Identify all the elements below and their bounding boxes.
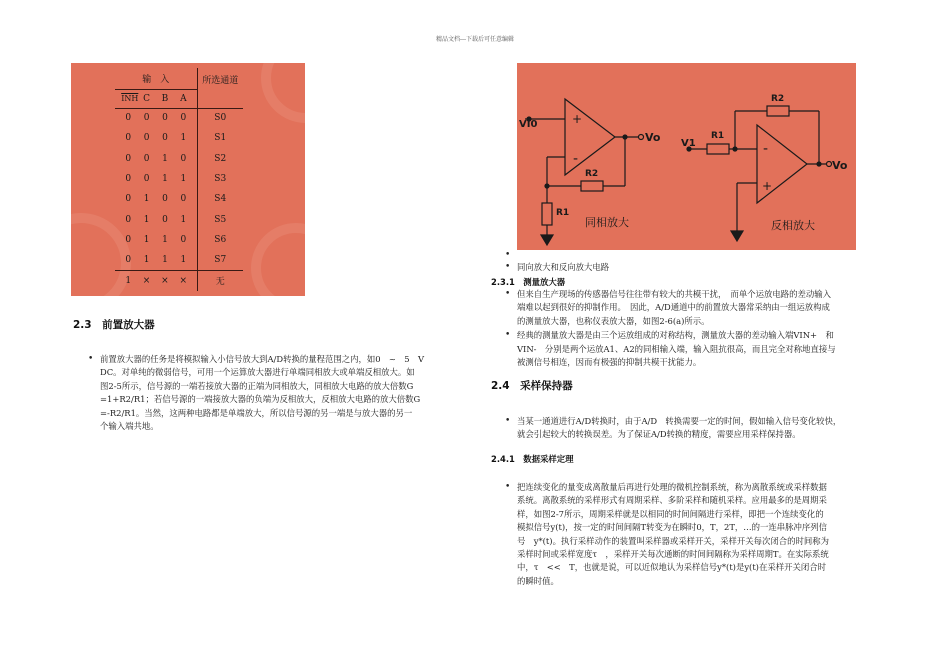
inverting-label: 反相放大 [771, 219, 815, 232]
truth-table-bit-c: 0 [143, 113, 150, 124]
truth-table-row [115, 108, 243, 128]
truth-table-bit-inh: 0 [125, 113, 132, 124]
truth-table-bit-c: 1 [143, 234, 150, 245]
resistor-r2-right [767, 106, 789, 116]
truth-table-bit-inh: 0 [125, 194, 132, 205]
truth-table-bit-inh: 0 [125, 174, 132, 185]
truth-table-bit-c: 1 [143, 254, 150, 265]
ground-symbol [541, 235, 553, 245]
truth-table-a-header: A [180, 93, 187, 104]
truth-table-bit-b: 0 [162, 194, 168, 205]
truth-table-bit-inh: 1 [125, 275, 132, 286]
truth-table-bit-inh: 0 [125, 153, 132, 164]
truth-table-bit-inh: 0 [125, 133, 132, 144]
header-note: 精品文档---下载后可任意编辑 [435, 36, 515, 43]
truth-table-row [115, 250, 243, 270]
section-heading-2-3: 2.3 前置放大器 [73, 319, 155, 331]
svg-text:+: + [572, 112, 583, 126]
truth-table-bit-c: 1 [143, 194, 150, 205]
truth-table-bit-a: 1 [180, 133, 187, 144]
truth-table-bit-b: × [161, 275, 169, 286]
truth-table [115, 68, 243, 291]
truth-table-bit-b: 0 [162, 214, 168, 225]
truth-table-row [115, 189, 243, 209]
decorative-circle [261, 63, 305, 123]
sample-hold-list [505, 415, 885, 442]
measurement-amp-bullet-1: • 但来自生产现场的传感器信号往往带有较大的共模干扰， 而单个运放电路的差动输入 端难以起到很好的抑制作用。 因此，A/D通道中的前置放大器常采纳由一组运放构成 的测量放大器，也称仪表放大器，如图2-6(a)所示。 [517, 289, 832, 326]
truth-table-bit-a: × [179, 275, 188, 286]
truth-table-bit-a: 0 [180, 113, 187, 124]
section-heading-2-4-1: 2.4.1 数据采样定理 [491, 454, 574, 464]
truth-table-channel: S2 [214, 153, 227, 164]
truth-table-bit-c: 1 [143, 214, 150, 225]
truth-table-channel: S0 [214, 113, 227, 124]
sampling-theorem-list [505, 481, 885, 588]
truth-table-row [115, 128, 243, 148]
truth-table-channel: S5 [214, 214, 227, 225]
truth-table-c-header: C [143, 93, 150, 104]
truth-table-row [115, 149, 243, 169]
truth-table-bit-c: 0 [143, 153, 150, 164]
section-heading-2-3-1: 2.3.1 测量放大器 [491, 277, 566, 287]
preamp-paragraph [88, 353, 473, 433]
truth-table-channel: 无 [215, 277, 225, 288]
ground-symbol [731, 231, 743, 241]
truth-table-row [115, 169, 243, 189]
measurement-amp-bullet-2: • 经典的测量放大器是由三个运放组成的对称结构，测量放大器的差动输入端VIN+ 和 VIN- 分别是两个运放A1、A2的同相输入端，输入阻抗很高，而且完全对称地直接与 被测信号相连，因而有极强的抑制共模干扰能力。 [517, 330, 836, 368]
resistor-r1-right [707, 144, 729, 154]
amplifier-circuit-diagram [517, 63, 856, 250]
truth-table-bit-inh: 0 [125, 214, 132, 225]
truth-table-body [115, 108, 243, 291]
svg-text:-: - [763, 141, 769, 157]
preamp-bullet-text: • 前置放大器的任务是将模拟输入小信号放大到A/D转换的量程范围之内，如0 ~ 5 V DC。对单纯的微弱信号，可用一个运算放大器进行单端同相放大或单端反相放大。如 图2-5所示，信号源的一端若接放大器的正端为同相放大，同相放大电路的放大倍数G =1+R2/R1；若信号源的一端接放大器的负端为反相放大，反相放大电路的放大倍数G =-R2/R1。当然，这两种电路都是单端放大，所以信号源的另一端是与放大器的另一 个输入端共地。 [100, 354, 425, 432]
truth-table-channel: S1 [214, 133, 227, 144]
resistor-r2-left [581, 181, 603, 191]
resistor-r1-left [542, 203, 552, 225]
r2-left-label: R2 [585, 169, 599, 179]
figure-caption: • 同向放大和反向放大电路 [517, 262, 610, 272]
truth-table-bit-b: 0 [162, 133, 168, 144]
section-heading-2-4: 2.4 采样保持器 [491, 380, 573, 392]
truth-table-bit-b: 0 [162, 113, 168, 124]
truth-table-bit-a: 1 [180, 254, 187, 265]
figure-caption-list [505, 249, 885, 274]
truth-table-bit-b: 1 [162, 254, 168, 265]
truth-table-bit-a: 1 [180, 174, 187, 185]
decorative-circle [251, 223, 305, 296]
sampling-theorem-bullet: • 把连续变化的量变成离散量后再进行处理的微机控制系统，称为离散系统或采样数据 系统。离散系统的采样形式有周期采样、多阶采样和随机采样。应用最多的是周期采 样，如图2-7所示，周期采样就是以相同的时间间隔进行采样，即把一个连续变化的 模拟信号y(t)，按一定的时间间隔T转变为在瞬时0，T，2T，…的一连串脉冲序列信 号 y*(t)。执行采样动作的装置叫采样器或采样开关，采样开关每次闭合的时间称为 采样时间或采样宽度τ ，采样开关每次通断的时间间隔称为采样周期T。在实际系统 中，τ << T，也就是说，可以近似地认为采样信号y*(t)是y(t)在采样开关闭合时 的瞬时值。 [517, 482, 829, 586]
svg-text:-: - [573, 151, 579, 167]
non-inverting-label: 同相放大 [585, 216, 629, 229]
truth-table-bit-inh: 0 [125, 254, 132, 265]
truth-table-bit-c: 0 [143, 133, 150, 144]
v1-label: V1 [681, 138, 696, 149]
truth-table-bit-a: 0 [180, 194, 187, 205]
truth-table-bit-c: × [142, 275, 151, 286]
truth-table-bit-b: 1 [162, 234, 168, 245]
truth-table-b-header: B [161, 93, 169, 104]
truth-table-bit-b: 1 [162, 174, 168, 185]
truth-table-output-header: 所选通道 [197, 68, 243, 108]
truth-table-bit-b: 1 [162, 153, 168, 164]
amplifier-circuits-slide [517, 63, 856, 250]
r2-right-label: R2 [771, 94, 785, 104]
truth-table-channel: S3 [214, 174, 227, 185]
truth-table-row [115, 230, 243, 250]
truth-table-bit-a: 1 [180, 214, 187, 225]
vo-left-label: Vo [645, 131, 661, 144]
truth-table-inh-header: $\overline{INH}$ [121, 93, 139, 103]
svg-text:+: + [762, 179, 773, 193]
truth-table-inputs-header: 输 入 [115, 68, 197, 89]
truth-table-row [115, 209, 243, 229]
truth-table-bit-c: 0 [143, 174, 150, 185]
truth-table-row [115, 270, 243, 290]
vo-right-label: Vo [832, 159, 848, 172]
measurement-amp-list [505, 288, 885, 369]
sample-hold-bullet: • 当某一通道进行A/D转换时，由于A/D 转换需要一定的时间，假如输入信号变化较快， 就会引起较大的转换误差。为了保证A/D转换的精度，需要应用采样保持器。 [517, 416, 842, 440]
r1-left-label: R1 [556, 208, 570, 218]
truth-table-slide [71, 63, 305, 296]
truth-table-bit-a: 0 [180, 234, 187, 245]
truth-table-bit-a: 0 [180, 153, 187, 164]
truth-table-channel: S7 [197, 250, 243, 270]
r1-right-label: R1 [711, 131, 725, 141]
truth-table-bit-inh: 0 [125, 234, 132, 245]
truth-table-channel: S4 [214, 194, 227, 205]
truth-table-channel: S6 [214, 234, 227, 245]
vi0-label: VI0 [519, 119, 538, 130]
